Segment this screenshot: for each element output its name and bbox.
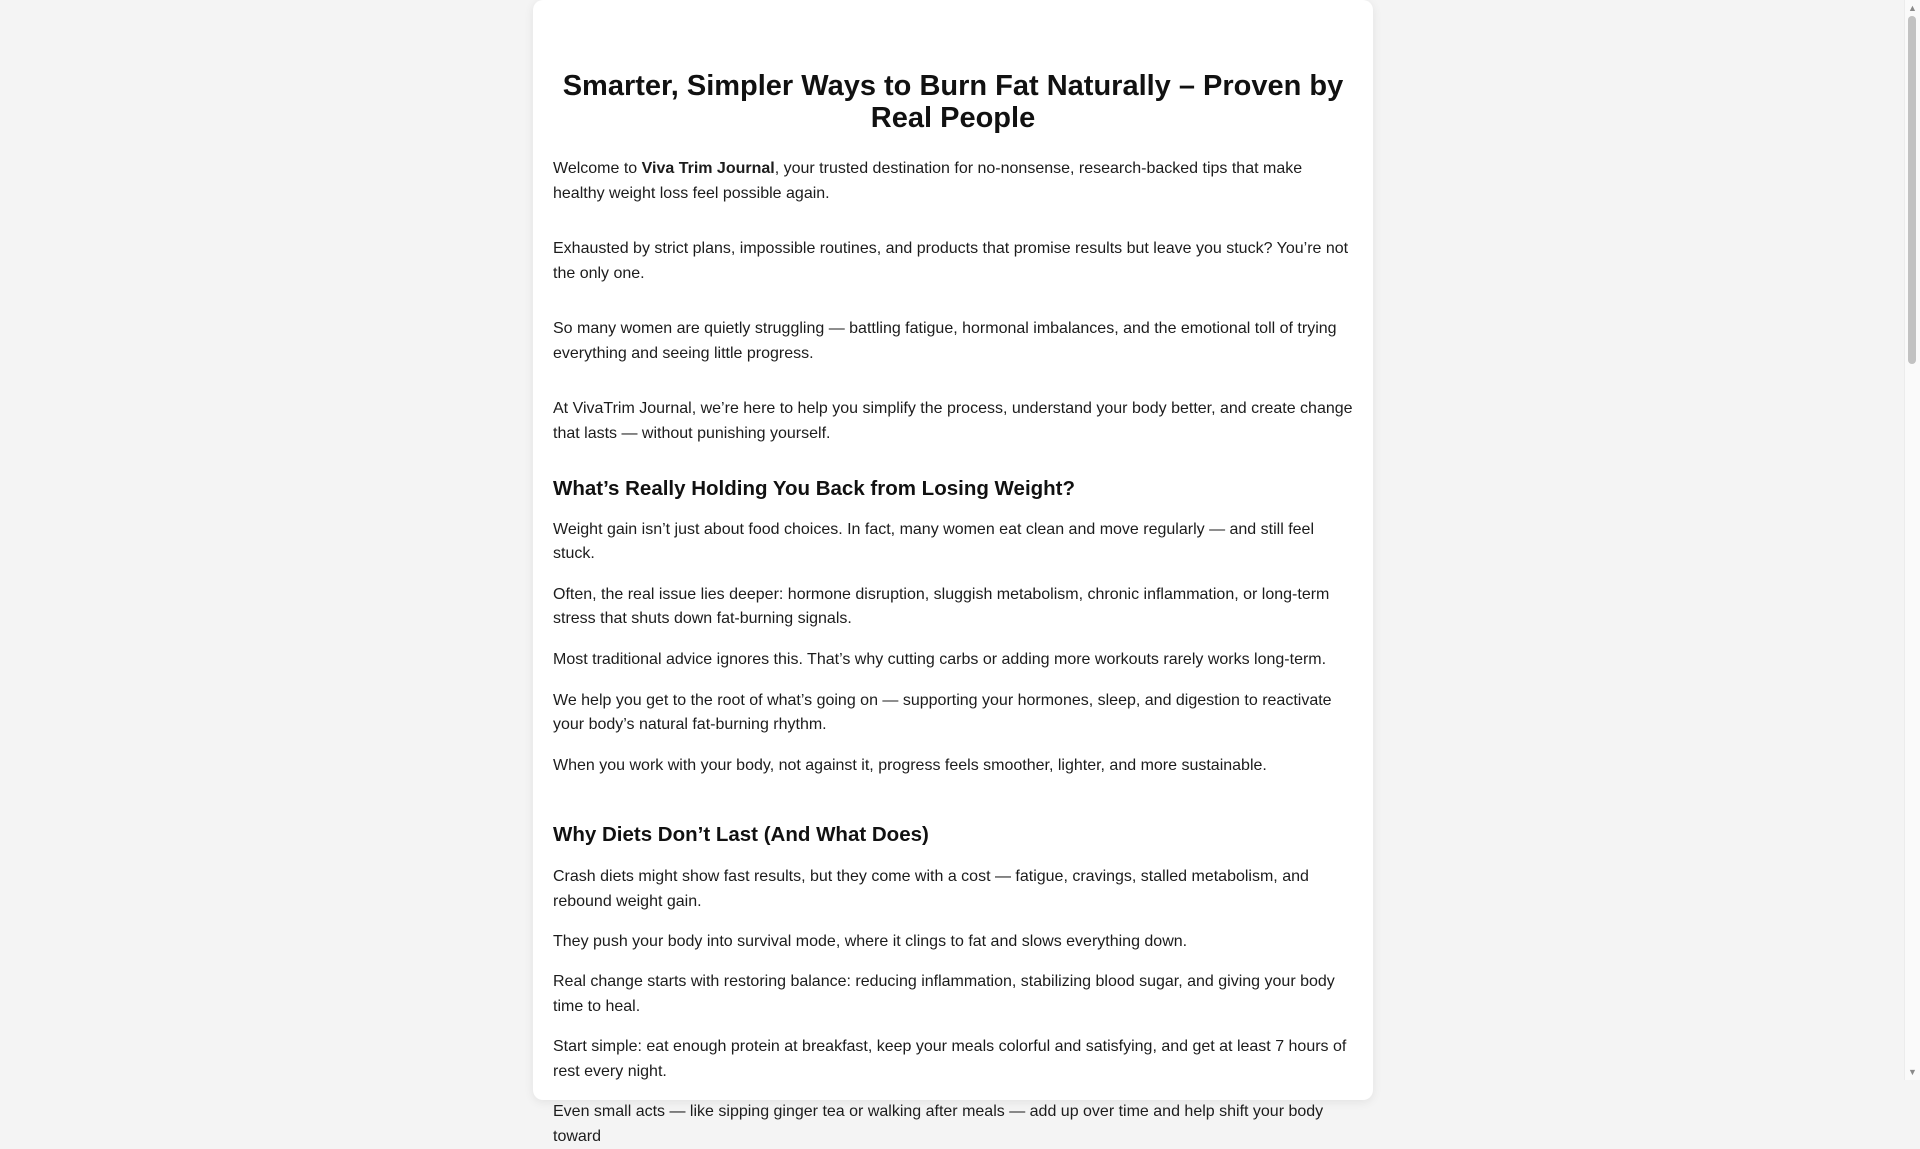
intro-paragraph: At VivaTrim Journal, we’re here to help you simplify the process, understand your body better, and create change that lasts — without punishing yourself. xyxy=(553,400,1353,442)
section-paragraph: Start simple: eat enough protein at breakfast, keep your meals colorful and satisfying, and get at least 7 hours of rest every night. xyxy=(553,1038,1347,1080)
intro-welcome-before: Welcome to xyxy=(553,160,642,177)
vertical-scrollbar[interactable] xyxy=(1904,0,1920,1080)
article-card xyxy=(533,0,1373,1145)
intro-paragraph: So many women are quietly struggling — battling fatigue, hormonal imbalances, and the emotional toll of trying everything and seeing little progress. xyxy=(553,320,1337,362)
section-paragraph: Even small acts — like sipping ginger tea or walking after meals — add up over time and help shift your body toward xyxy=(553,1103,1324,1145)
section-paragraph: Most traditional advice ignores this. That’s why cutting carbs or adding more workouts rarely works long-term. xyxy=(553,651,1327,668)
scrollbar-thumb[interactable] xyxy=(1908,16,1916,364)
section-paragraph: When you work with your body, not against it, progress feels smoother, lighter, and more sustainable. xyxy=(553,757,1267,774)
section-heading-holding-back: What’s Really Holding You Back from Losing Weight? xyxy=(553,477,1076,500)
scroll-up-arrow-icon[interactable]: ▲ xyxy=(1908,3,1917,13)
intro-welcome-after: , your trusted destination for no-nonsense, research-backed tips that make healthy weight loss feel possible again. xyxy=(553,160,1303,202)
page-title: Smarter, Simpler Ways to Burn Fat Naturally – Proven by Real People xyxy=(562,70,1344,134)
section-paragraph: Often, the real issue lies deeper: hormone disruption, sluggish metabolism, chronic inflammation, or long-term stress that shuts down fat-burning signals. xyxy=(553,586,1330,627)
section-heading-why-diets: Why Diets Don’t Last (And What Does) xyxy=(553,823,929,846)
section-paragraph: Real change starts with restoring balance: reducing inflammation, stabilizing blood sugar, and giving your body time to heal. xyxy=(553,973,1335,1015)
section-paragraph: They push your body into survival mode, where it clings to fat and slows everything down. xyxy=(553,933,1188,950)
intro-welcome-paragraph xyxy=(553,156,1353,206)
section-paragraph: We help you get to the root of what’s going on — supporting your hormones, sleep, and digestion to reactivate your body’s natural fat-burning rhythm. xyxy=(553,692,1332,733)
scroll-down-arrow-icon[interactable]: ▼ xyxy=(1908,1067,1917,1077)
section-paragraph: Weight gain isn’t just about food choices. In fact, many women eat clean and move regularly — and still feel stuck. xyxy=(553,521,1314,562)
intro-paragraph: Exhausted by strict plans, impossible routines, and products that promise results but leave you stuck? You’re not the only one. xyxy=(553,240,1349,282)
site-name: Viva Trim Journal xyxy=(641,160,775,177)
section-paragraph: Crash diets might show fast results, but they come with a cost — fatigue, cravings, stalled metabolism, and rebound weight gain. xyxy=(553,868,1309,910)
